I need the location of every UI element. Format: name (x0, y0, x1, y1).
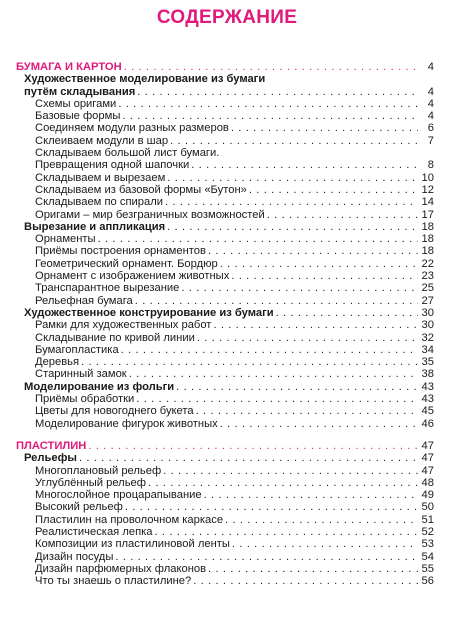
toc-entry-label: Складываем и вырезаем (35, 171, 166, 184)
toc-entry-item[interactable] (14, 405, 434, 417)
toc-entry-label: БУМАГА И КАРТОН (16, 61, 122, 73)
leader-dots (137, 86, 418, 98)
toc-entry-item[interactable] (14, 356, 434, 368)
toc-entry-label: Многослойное процарапывание (35, 489, 202, 502)
toc-page-number: 47 (421, 439, 434, 452)
leader-dots (148, 477, 418, 489)
toc-entry-label: Соединяем модули разных размеров (35, 122, 229, 135)
toc-entry-item[interactable] (14, 245, 434, 257)
toc-entry-item[interactable] (14, 344, 434, 356)
toc-entry-label: Композиции из пластилиновой ленты (35, 538, 230, 551)
toc-page-number: 4 (427, 97, 434, 110)
leader-dots (81, 356, 418, 368)
toc-entry-item[interactable] (14, 147, 434, 159)
toc-entry-label: Высокий рельеф (35, 501, 123, 514)
toc-entry-sub[interactable] (14, 73, 434, 85)
toc-entry-label: Что ты знаешь о пластилине? (35, 575, 192, 588)
toc-entry-sub[interactable] (14, 86, 434, 98)
leader-dots (181, 282, 418, 294)
toc-entry-item[interactable] (14, 393, 434, 405)
toc-entry-label: Пластилин на проволочном каркасе (35, 513, 224, 526)
toc-entry-item[interactable] (14, 477, 434, 489)
toc-entry-item[interactable] (14, 159, 434, 171)
toc-page-number: 18 (421, 245, 434, 258)
leader-dots (170, 135, 418, 147)
leader-dots (204, 489, 418, 501)
toc-page-number: 38 (421, 368, 434, 381)
table-of-contents (14, 61, 434, 587)
toc-entry-label: Моделирование из фольги (24, 380, 175, 393)
toc-entry-label: Бумагопластика (35, 343, 119, 356)
toc-page-number: 6 (427, 122, 434, 135)
leader-dots (79, 452, 418, 464)
leader-dots (155, 526, 418, 538)
leader-dots (124, 61, 418, 73)
toc-page-number: 47 (421, 464, 434, 477)
toc-page-number: 4 (427, 61, 434, 73)
toc-page-number: 30 (421, 319, 434, 332)
toc-page-number: 56 (421, 575, 434, 588)
toc-entry-label: Рельефная бумага (35, 294, 133, 307)
leader-dots (165, 196, 418, 208)
toc-entry-label: Рельефы (24, 452, 77, 465)
leader-dots (231, 122, 418, 134)
toc-entry-label: ПЛАСТИЛИН (16, 439, 87, 452)
toc-entry-item[interactable] (14, 538, 434, 550)
toc-entry-item[interactable] (14, 270, 434, 282)
toc-entry-sub[interactable] (14, 221, 434, 233)
toc-page-number: 12 (421, 183, 434, 196)
toc-page-number: 48 (421, 476, 434, 489)
leader-dots (208, 563, 418, 575)
leader-dots (136, 393, 418, 405)
toc-entry-item[interactable] (14, 319, 434, 331)
leader-dots (167, 221, 418, 233)
toc-entry-label: Приёмы построения орнаментов (35, 245, 206, 258)
toc-entry-label: Транспарантное вырезание (35, 282, 180, 295)
leader-dots (267, 209, 418, 221)
toc-page-number: 34 (421, 343, 434, 356)
toc-entry-item[interactable] (14, 184, 434, 196)
toc-page-number: 18 (421, 220, 434, 233)
toc-entry-label: Художественное конструирование из бумаги (24, 306, 274, 319)
toc-entry-label: Геометрический орнамент. Бордюр (35, 257, 218, 270)
toc-entry-label: Складываем из базовой формы «Бутон» (35, 183, 247, 196)
toc-entry-label: Вырезание и аппликация (24, 220, 166, 233)
toc-entry-item[interactable] (14, 196, 434, 208)
toc-page-number: 14 (421, 196, 434, 209)
leader-dots (167, 172, 418, 184)
toc-page-number: 55 (421, 562, 434, 575)
leader-dots (276, 307, 418, 319)
leader-dots (118, 98, 418, 110)
toc-entry-label: Оригами – мир безграничных возможностей (35, 208, 265, 221)
toc-entry-item[interactable] (14, 575, 434, 587)
leader-dots (196, 405, 418, 417)
toc-entry-label: Склеиваем модули в шар (35, 134, 169, 147)
leader-dots (129, 368, 418, 380)
toc-page-number: 49 (421, 489, 434, 502)
toc-page-number: 4 (427, 110, 434, 123)
toc-entry-label: Углублённый рельеф (35, 476, 146, 489)
toc-page-number: 17 (421, 208, 434, 221)
toc-page-number: 22 (421, 257, 434, 270)
toc-page-number: 43 (421, 393, 434, 406)
leader-dots (225, 514, 418, 526)
toc-entry-sub[interactable] (14, 452, 434, 464)
toc-entry-label: Старинный замок (35, 368, 127, 381)
toc-page-number: 25 (421, 282, 434, 295)
toc-page-number: 47 (421, 452, 434, 465)
toc-entry-item[interactable] (14, 98, 434, 110)
toc-entry-label: Орнаменты (35, 233, 96, 246)
toc-entry-item[interactable] (14, 489, 434, 501)
leader-dots (249, 184, 418, 196)
page-title: СОДЕРЖАНИЕ (156, 7, 298, 28)
toc-entry-item[interactable] (14, 209, 434, 221)
toc-entry-label: Превращения одной шапочки (35, 159, 190, 172)
toc-entry-label: Орнамент с изображением животных (35, 270, 230, 283)
leader-dots (193, 575, 418, 587)
toc-entry-label: Деревья (35, 356, 80, 369)
toc-entry-label: Складываем по спирали (35, 196, 163, 209)
toc-entry-label: Складываем большой лист бумаги. (35, 147, 220, 160)
toc-entry-item[interactable] (14, 368, 434, 380)
toc-page-number: 45 (421, 405, 434, 418)
toc-page-number: 52 (421, 525, 434, 538)
leader-dots (98, 233, 418, 245)
leader-dots (213, 319, 418, 331)
toc-page-number: 18 (421, 233, 434, 246)
toc-entry-item[interactable] (14, 122, 434, 134)
toc-entry-item[interactable] (14, 258, 434, 270)
leader-dots (88, 440, 418, 452)
toc-entry-label: Художественное моделирование из бумаги (24, 73, 266, 86)
toc-page-number: 23 (421, 270, 434, 283)
toc-page-number: 10 (421, 171, 434, 184)
toc-page-number: 4 (427, 85, 434, 98)
toc-entry-label: Цветы для новогоднего букета (35, 405, 194, 418)
leader-dots (121, 344, 418, 356)
toc-entry-sub[interactable] (14, 307, 434, 319)
toc-entry-item[interactable] (14, 233, 434, 245)
leader-dots (115, 551, 418, 563)
toc-entry-sub[interactable] (14, 381, 434, 393)
toc-entry-item[interactable] (14, 295, 434, 307)
toc-page-number: 50 (421, 501, 434, 514)
leader-dots (220, 418, 418, 430)
toc-page-number: 30 (421, 306, 434, 319)
leader-dots (208, 245, 418, 257)
leader-dots (197, 332, 418, 344)
leader-dots (191, 159, 418, 171)
toc-page-number: 35 (421, 356, 434, 369)
leader-dots (122, 110, 418, 122)
toc-entry-section[interactable] (14, 61, 434, 73)
leader-dots (163, 465, 418, 477)
toc-page-number: 51 (421, 513, 434, 526)
toc-page-number: 43 (421, 380, 434, 393)
leader-dots (176, 381, 418, 393)
toc-entry-section[interactable] (14, 440, 434, 452)
toc-page-number: 54 (421, 550, 434, 563)
toc-entry-label: Рамки для художественных работ (35, 319, 212, 332)
leader-dots (135, 295, 418, 307)
toc-entry-label: Реалистическая лепка (35, 525, 153, 538)
toc-entry-item[interactable] (14, 465, 434, 477)
leader-dots (220, 258, 418, 270)
toc-entry-item[interactable] (14, 526, 434, 538)
toc-entry-item[interactable] (14, 563, 434, 575)
toc-entry-item[interactable] (14, 501, 434, 513)
toc-entry-label: путём складывания (24, 85, 136, 98)
toc-entry-label: Моделирование фигурок животных (35, 417, 218, 430)
toc-entry-label: Складывание по кривой линии (35, 331, 195, 344)
toc-entry-label: Базовые формы (35, 110, 121, 123)
toc-entry-label: Схемы оригами (35, 97, 117, 110)
toc-entry-item[interactable] (14, 332, 434, 344)
toc-entry-label: Приёмы обработки (35, 393, 135, 406)
toc-page-number: 53 (421, 538, 434, 551)
toc-entry-item[interactable] (14, 551, 434, 563)
leader-dots (125, 501, 418, 513)
toc-entry-item[interactable] (14, 172, 434, 184)
toc-page-number: 7 (427, 134, 434, 147)
leader-dots (232, 538, 418, 550)
toc-page-number: 32 (421, 331, 434, 344)
toc-entry-item[interactable] (14, 135, 434, 147)
toc-page-number: 46 (421, 417, 434, 430)
toc-entry-label: Дизайн посуды (35, 550, 114, 563)
toc-entry-item[interactable] (14, 514, 434, 526)
toc-entry-item[interactable] (14, 418, 434, 430)
section-gap (14, 430, 434, 440)
toc-entry-label: Дизайн парфюмерных флаконов (35, 562, 207, 575)
toc-page-number: 8 (427, 159, 434, 172)
toc-entry-item[interactable] (14, 282, 434, 294)
toc-entry-label: Многоплановый рельеф (35, 464, 162, 477)
toc-page-number: 27 (421, 294, 434, 307)
toc-entry-item[interactable] (14, 110, 434, 122)
leader-dots (231, 270, 418, 282)
